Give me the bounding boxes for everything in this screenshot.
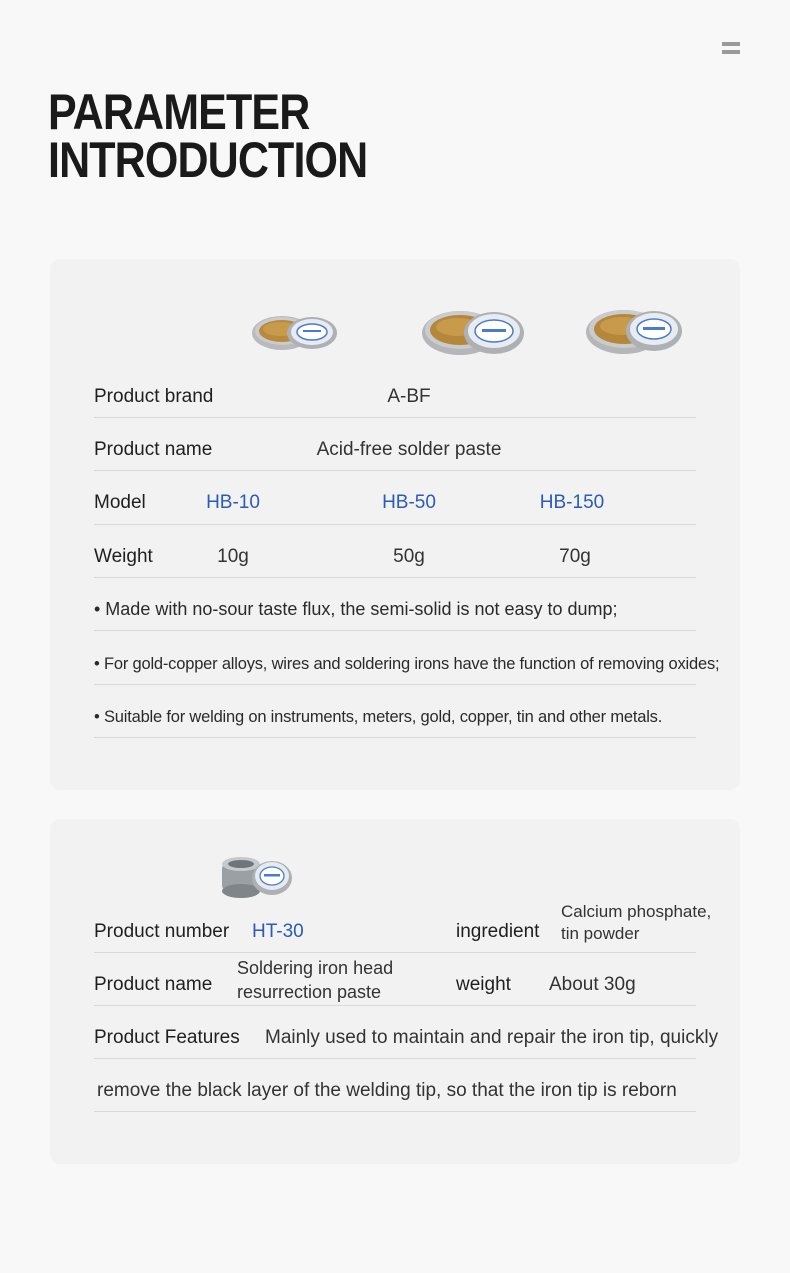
- row-weight: [94, 537, 696, 578]
- weight-hb-50: 50g: [393, 546, 425, 567]
- product-name-label-2: Product name: [94, 974, 213, 995]
- feature-2-text: • For gold-copper alloys, wires and soldering irons have the function of removing oxides;: [94, 655, 720, 673]
- product-image-hb-150: [582, 297, 686, 359]
- ingredient-label: ingredient: [456, 921, 540, 942]
- product-name-value-line-2: resurrection paste: [237, 982, 382, 1002]
- row-product-name-2: [94, 952, 696, 1006]
- weight-hb-10: 10g: [217, 546, 249, 567]
- feature-2: [94, 643, 720, 685]
- feature-3-text: • Suitable for welding on instruments, meters, gold, copper, tin and other metals.: [94, 708, 663, 726]
- product-number-label: Product number: [94, 921, 230, 942]
- product-name-value-line-1: Soldering iron head: [237, 958, 394, 978]
- product-name-label: Product name: [94, 439, 213, 460]
- weight-value-2: About 30g: [549, 974, 636, 995]
- product-features-line-1: Mainly used to maintain and repair the iron tip, quickly: [265, 1027, 719, 1048]
- row-product-name: [94, 430, 696, 471]
- product-name-value: Acid-free solder paste: [316, 439, 502, 460]
- menu-icon[interactable]: [722, 42, 740, 56]
- product-features-label: Product Features: [94, 1027, 240, 1048]
- ingredient-value-line-1: Calcium phosphate,: [561, 902, 712, 921]
- row-product-features: [94, 1005, 719, 1059]
- title-line-1: PARAMETER: [48, 84, 310, 140]
- product-image-ht-30: [216, 851, 296, 901]
- product-features-line-2: remove the black layer of the welding tip, so that the iron tip is reborn: [97, 1080, 677, 1101]
- row-brand: [94, 377, 696, 418]
- brand-label: Product brand: [94, 386, 214, 407]
- page-title: [48, 84, 368, 188]
- feature-3: [94, 697, 696, 738]
- model-hb-150: HB-150: [539, 492, 605, 513]
- model-label: Model: [94, 492, 146, 513]
- product-image-hb-50: [418, 297, 528, 361]
- resurrection-paste-card: [50, 819, 740, 1164]
- row-product-features-cont: [94, 1058, 696, 1112]
- weight-label: Weight: [94, 546, 153, 567]
- model-hb-50: HB-50: [382, 492, 436, 513]
- weight-label-2: weight: [456, 974, 511, 995]
- model-hb-10: HB-10: [206, 492, 260, 513]
- feature-1-text: • Made with no-sour taste flux, the semi-solid is not easy to dump;: [94, 599, 618, 619]
- product-number-value: HT-30: [252, 921, 304, 942]
- row-model: [94, 483, 696, 525]
- row-product-number: [94, 899, 712, 953]
- brand-value: A-BF: [387, 386, 431, 407]
- title-line-2: INTRODUCTION: [48, 132, 368, 188]
- product-image-hb-10: [248, 305, 344, 355]
- ingredient-value-line-2: tin powder: [561, 924, 640, 943]
- feature-1: [94, 590, 696, 631]
- weight-hb-150: 70g: [559, 546, 591, 567]
- solder-paste-card: [50, 259, 740, 790]
